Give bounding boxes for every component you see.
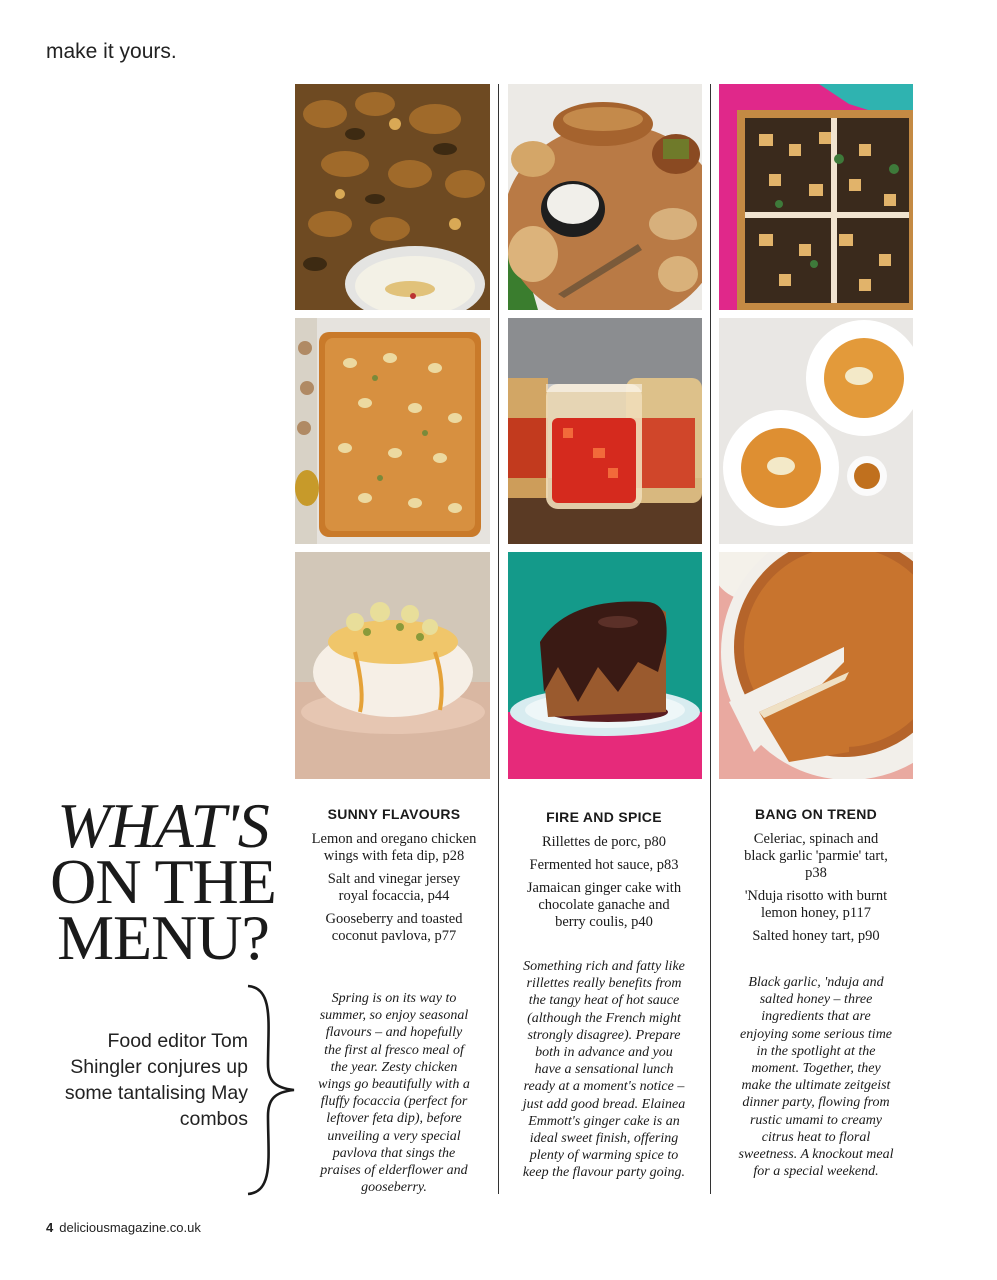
recipe-item: Rillettes de porc, p80	[541, 834, 667, 850]
risotto-photo	[719, 318, 913, 544]
recipe-item: Salted honey tart, p90	[752, 928, 880, 944]
headline-line-1: WHAT'S	[57, 790, 269, 861]
honey-tart-photo	[719, 552, 913, 779]
column-title: SUNNY FLAVOURS	[327, 806, 461, 822]
recipe-item: 'Nduja risotto with burnt lemon honey, p117	[744, 888, 888, 921]
intro-text: make it yours.	[46, 40, 177, 63]
column-title: BANG ON TREND	[754, 806, 878, 822]
column-divider-left	[498, 84, 499, 1194]
chicken-wings-photo	[295, 84, 490, 310]
column-blurb: Something rich and fatty like rillettes really benefits from the tangy heat of hot sauce (although the French might strongly disagree). Prepare both in advance and you have a sensational lunch ready at a moment's notice – just add good bread. Elainea Emmott's ginger cake is an ideal sweet finish, offering plenty of warming spice to keep the flavour party going.	[522, 959, 686, 1181]
recipe-item: Lemon and oregano chicken wings with feta dip, p28	[311, 831, 477, 864]
rillettes-photo	[508, 84, 702, 310]
footer-site: deliciousmagazine.co.uk	[59, 1220, 201, 1235]
pavlova-photo	[295, 552, 490, 779]
column-title: FIRE AND SPICE	[546, 809, 662, 825]
column-fire-and-spice	[506, 806, 702, 1181]
recipe-item: Jamaican ginger cake with chocolate ganache and berry coulis, p40	[526, 880, 682, 930]
ginger-cake-photo	[508, 552, 702, 779]
recipe-item: Celeriac, spinach and black garlic 'parmie' tart, p38	[744, 831, 888, 881]
parmie-tart-photo	[719, 84, 913, 310]
recipe-item: Salt and vinegar jersey royal focaccia, p44	[327, 871, 461, 904]
column-divider-right	[710, 84, 711, 1194]
column-sunny-flavours	[296, 806, 492, 1196]
page-number: 4	[46, 1220, 54, 1235]
recipe-item: Gooseberry and toasted coconut pavlova, p77	[325, 911, 463, 944]
column-blurb: Black garlic, 'nduja and salted honey – three ingredients that are enjoying some serious time in the spotlight at the moment. Together, they make the ultimate zeitgeist dinner party, flowing from rustic umami to creamy citrus heat to floral sweetness. A knockout meal for a special weekend.	[738, 975, 894, 1180]
focaccia-photo	[295, 318, 490, 544]
headline-line-3: MENU?	[57, 902, 269, 973]
page-headline	[38, 790, 288, 973]
page-footer	[46, 1220, 201, 1235]
headline-line-2: ON THE	[50, 846, 276, 917]
curly-brace-graphic	[244, 984, 300, 1196]
recipe-item: Fermented hot sauce, p83	[529, 857, 679, 873]
column-blurb: Spring is on its way to summer, so enjoy seasonal flavours – and hopefully the first al fresco meal of the year. Zesty chicken wings go beautifully with a fluffy focaccia (perfect for leftover feta dip), before unveiling a very special pavlova that sings the praises of elderflower and gooseberry.	[318, 991, 470, 1196]
hot-sauce-jars-photo	[508, 318, 702, 544]
column-bang-on-trend	[718, 806, 914, 1180]
standfirst: Food editor Tom Shingler conjures up some tantalising May combos	[64, 1030, 248, 1130]
